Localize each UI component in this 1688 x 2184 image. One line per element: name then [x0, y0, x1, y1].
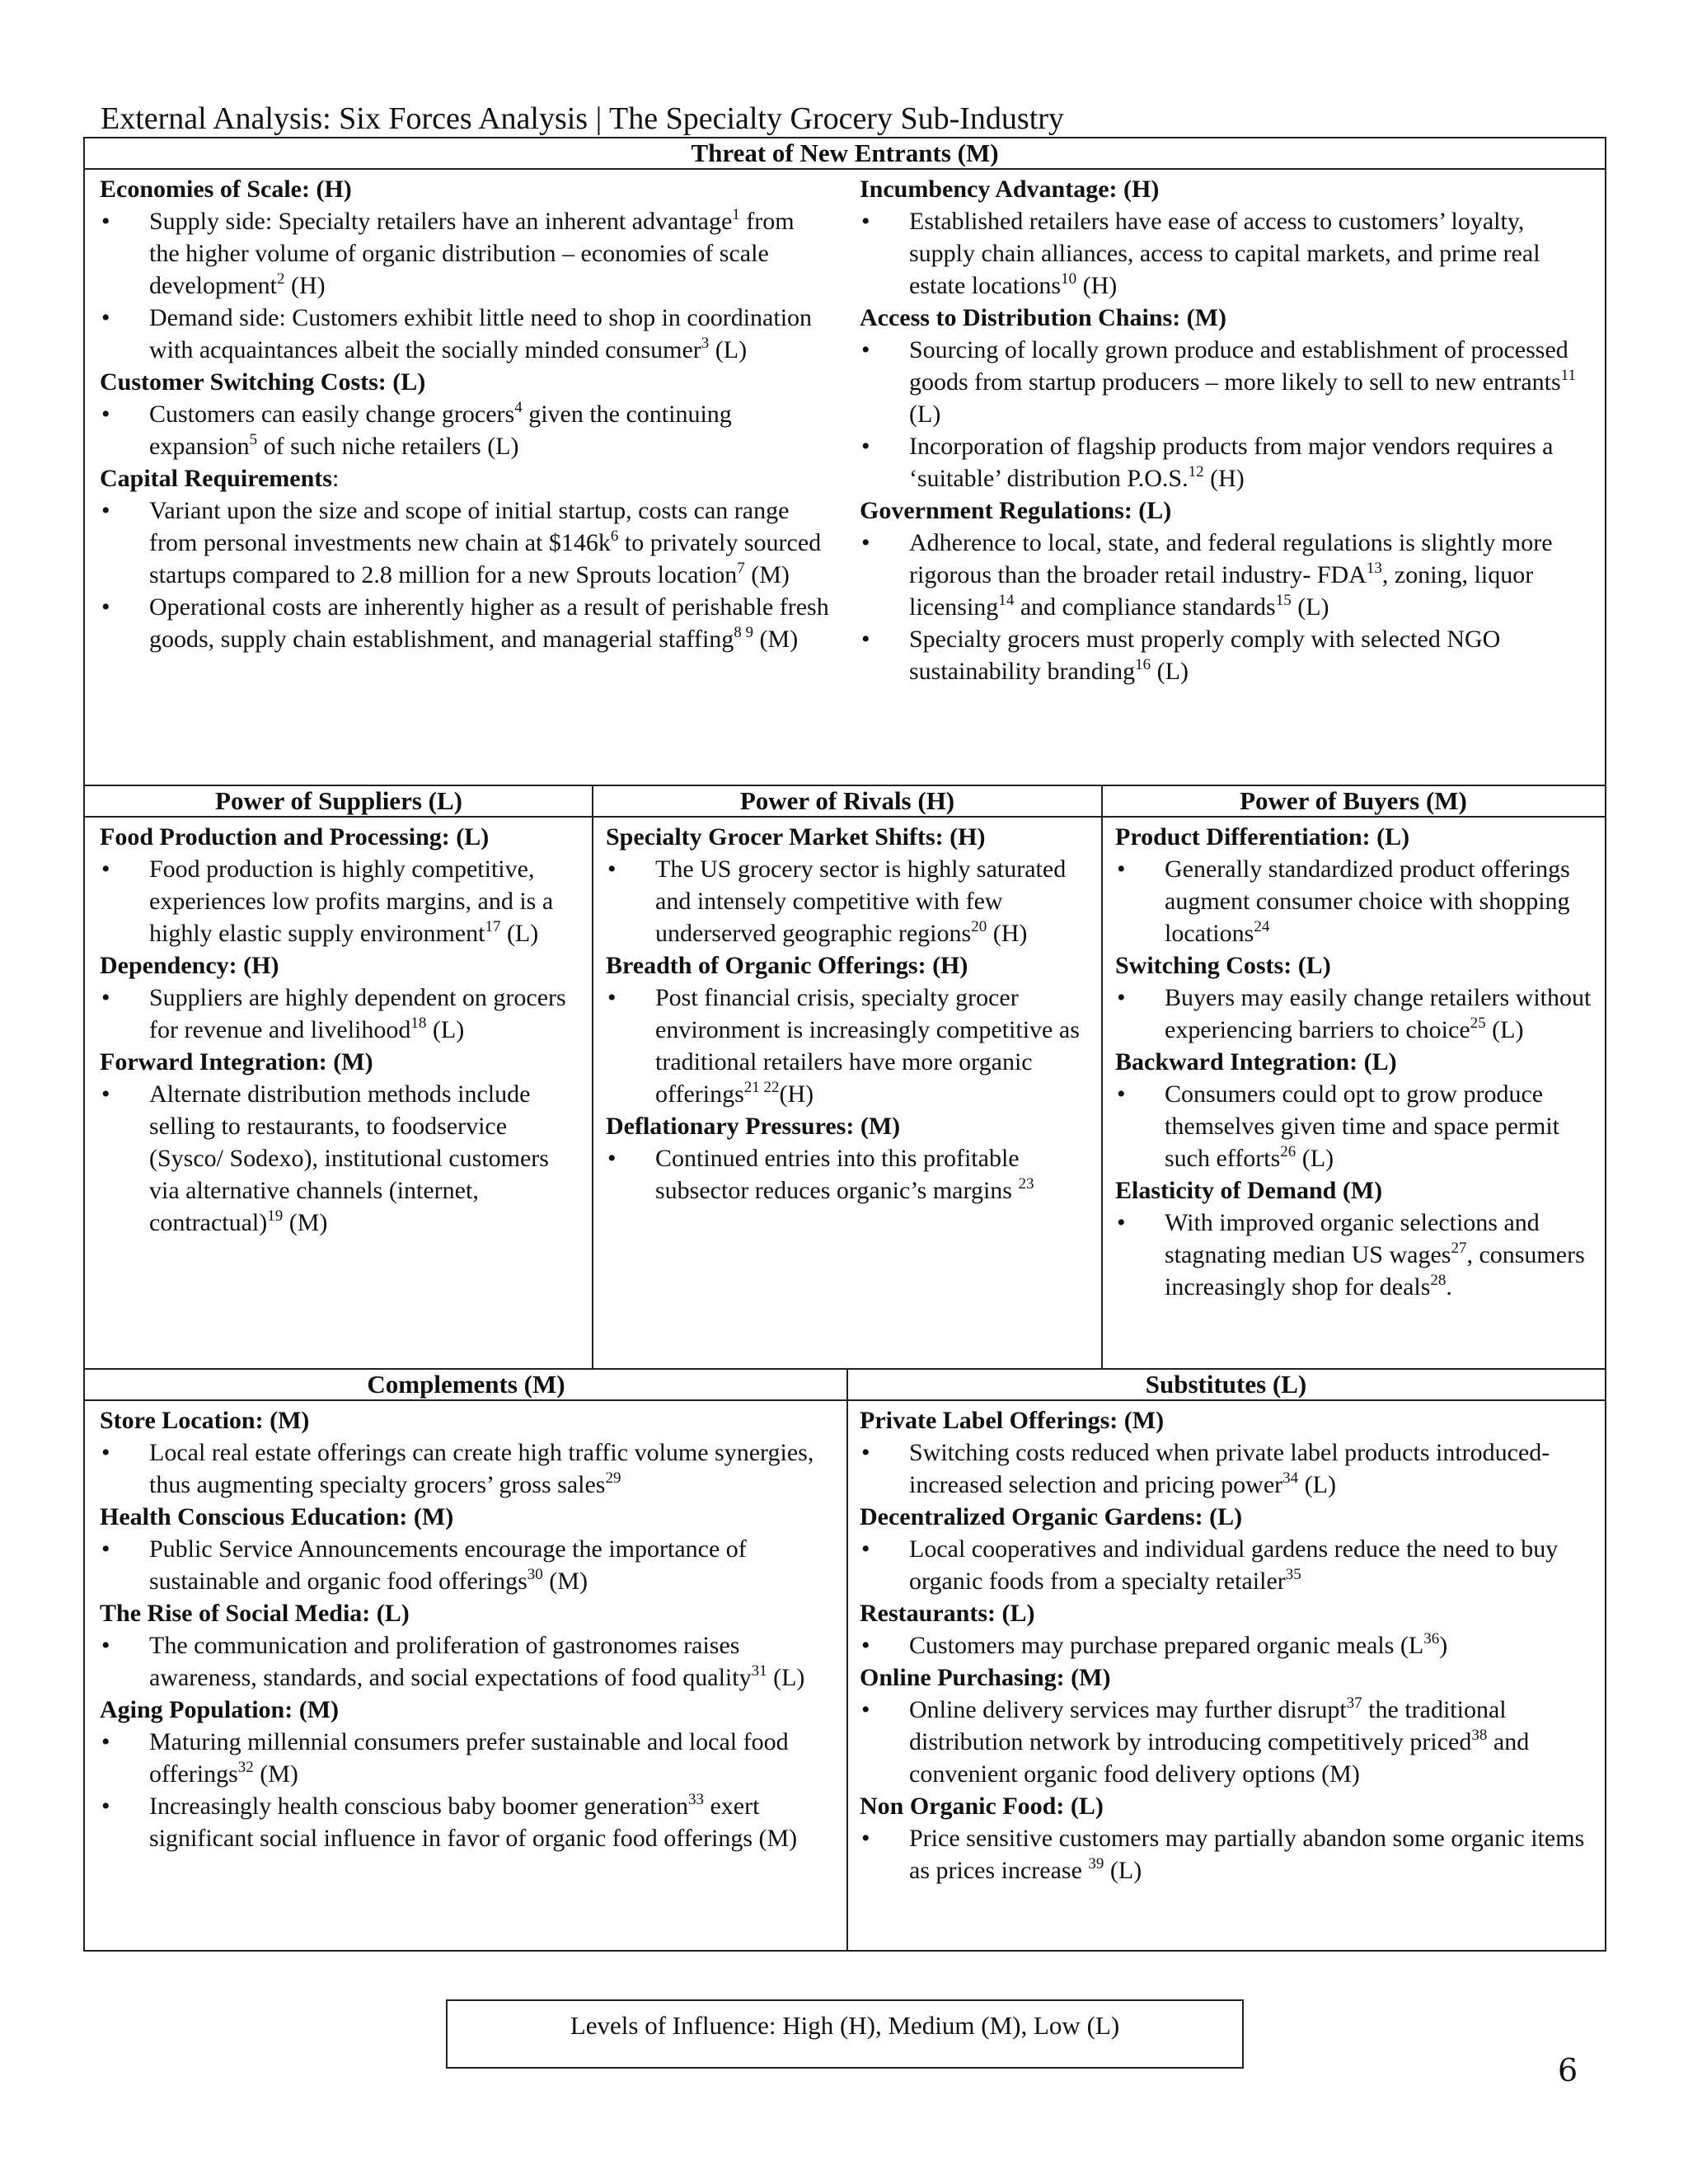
buyers-cell: [1115, 821, 1598, 1303]
bullet-item: [1115, 1207, 1598, 1303]
subheading: [100, 821, 584, 853]
footnote-ref: 29: [605, 1469, 621, 1487]
bullet-text: (H): [1203, 465, 1245, 492]
bullet-item: [606, 982, 1094, 1110]
bullet-text: Sourcing of locally grown produce and establishment of processed goods from startup producers – more likely to sell to new entrants: [909, 336, 1568, 396]
footnote-ref: 34: [1282, 1469, 1299, 1487]
bullet-list: [860, 1436, 1593, 1501]
bullet-text: (L): [1296, 1145, 1334, 1172]
bullet-list: [100, 1436, 837, 1501]
bullet-text: Adherence to local, state, and federal regulations is slightly more rigorous than the broader retail industry- FDA: [909, 529, 1553, 588]
bullet-text: Suppliers are highly dependent on grocers for revenue and livelihood: [149, 984, 566, 1043]
bullet-text: (L): [1104, 1857, 1142, 1884]
bullet-list: [100, 205, 830, 366]
bullet-text: (H): [779, 1080, 814, 1108]
bullet-list: [860, 205, 1593, 302]
bullet-list: [606, 853, 1094, 949]
bullet-list: [860, 527, 1593, 687]
bullet-text: Alternate distribution methods include selling to restaurants, to foodservice (Sysco/ Sodexo), institutional customers via alternative channels (internet, contractual): [149, 1080, 549, 1236]
footnote-ref: 28: [1430, 1272, 1447, 1289]
bullet-list: [860, 1822, 1593, 1886]
bullet-item: [1115, 1078, 1598, 1174]
footnote-ref: 38: [1471, 1727, 1488, 1744]
subheading: [100, 462, 830, 494]
subheading: [606, 821, 1094, 853]
bullet-text: Generally standardized product offerings augment consumer choice with shopping locations: [1165, 855, 1570, 947]
subheading-title: Elasticity of Demand (M): [1115, 1177, 1383, 1204]
footnote-ref: 30: [527, 1566, 543, 1583]
bullet-text: (L): [500, 920, 539, 947]
bullet-text: Online delivery services may further disrupt: [909, 1696, 1347, 1723]
subheading: [100, 1597, 837, 1629]
subheading-title: Decentralized Organic Gardens: (L): [860, 1503, 1243, 1530]
bullet-text: from the higher volume of organic distribution – economies of scale development: [149, 208, 795, 299]
bullet-item: [100, 494, 830, 591]
bullet-item: [100, 1436, 837, 1501]
bullet-text: Public Service Announcements encourage the importance of sustainable and organic food offerings: [149, 1535, 747, 1595]
bullet-text: (M): [753, 626, 799, 653]
bullet-item: [860, 334, 1593, 430]
bullet-item: [100, 1078, 584, 1239]
bullet-text: (L): [426, 1016, 465, 1043]
footnote-ref: 20: [971, 918, 987, 935]
subheading-title: Capital Requirements: [100, 465, 332, 492]
bullet-item: [100, 1533, 837, 1597]
footnote-ref: 3: [701, 335, 710, 352]
bullet-text: Food production is highly competitive, experiences low profits margins, and is a highly elastic supply environment: [149, 855, 554, 947]
bullet-list: [860, 1694, 1593, 1790]
footnote-ref: 39: [1088, 1855, 1104, 1872]
column-divider-1: [592, 786, 593, 1368]
bullet-item: [100, 591, 830, 655]
footnote-ref: 2: [276, 270, 285, 288]
bullet-text: and compliance standards: [1014, 593, 1276, 621]
column-divider-2: [1101, 786, 1103, 1368]
bullet-list: [860, 1533, 1593, 1597]
footnote-ref: 11: [1560, 367, 1576, 384]
footnote-ref: 1: [732, 206, 740, 223]
bullet-item: [860, 205, 1593, 302]
bullet-text: Consumers could opt to grow produce themselves given time and space permit such efforts: [1165, 1080, 1560, 1172]
footnote-ref: 16: [1135, 656, 1151, 673]
bullet-text: With improved organic selections and stagnating median US wages: [1165, 1209, 1540, 1268]
footnote-ref: 7: [737, 560, 745, 577]
subheading-title: Private Label Offerings: (M): [860, 1407, 1165, 1434]
subheading: [1115, 821, 1598, 853]
bullet-text: Customers can easily change grocers: [149, 401, 515, 428]
footnote-ref: 24: [1254, 918, 1270, 935]
subheading-title: Aging Population: (M): [100, 1696, 340, 1723]
bullet-text: Buyers may easily change retailers without experiencing barriers to choice: [1165, 984, 1592, 1043]
bullet-list: [860, 334, 1593, 494]
subheading: [860, 1661, 1593, 1694]
subheading: [100, 366, 830, 398]
bullet-text: Variant upon the size and scope of initial startup, costs can range from personal investments new chain at $146k: [149, 497, 790, 556]
bullet-item: [100, 205, 830, 302]
column-divider-3: [846, 1370, 848, 1950]
footnote-ref: 8 9: [734, 624, 754, 641]
bullet-text: and convenient organic food delivery options (M): [909, 1728, 1530, 1788]
bullet-item: [100, 982, 584, 1046]
subheading: [100, 1694, 837, 1726]
bullet-item: [100, 853, 584, 949]
complements-cell: [100, 1404, 837, 1854]
footnote-ref: 15: [1275, 592, 1292, 609]
subheading: [1115, 1046, 1598, 1078]
subheading-title: Online Purchasing: (M): [860, 1664, 1111, 1691]
bullet-text: (L): [909, 401, 941, 428]
subheading-title: Food Production and Processing: (L): [100, 823, 490, 851]
bullet-text: Established retailers have ease of access to customers’ loyalty, supply chain alliances, access to capital markets, and prime real estate locations: [909, 208, 1540, 299]
influence-legend: Levels of Influence: High (H), Medium (M), Low (L): [446, 1999, 1244, 2069]
footnote-ref: 33: [687, 1791, 704, 1808]
bullet-text: (L): [1151, 658, 1189, 685]
bullet-list: [1115, 853, 1598, 949]
subheading-title: Switching Costs: (L): [1115, 952, 1331, 979]
suppliers-cell: [100, 821, 584, 1239]
six-forces-table: [83, 137, 1606, 1952]
subheading-title: Breadth of Organic Offerings: (H): [606, 952, 968, 979]
bullet-text: Continued entries into this profitable subsector reduces organic’s margins: [655, 1145, 1020, 1204]
bullet-item: [860, 1436, 1593, 1501]
bullet-text: Demand side: Customers exhibit little need to shop in coordination with acquaintances albeit the socially minded consumer: [149, 304, 813, 363]
bullet-list: [606, 1142, 1094, 1207]
subheading: [606, 1110, 1094, 1142]
bullet-list: [100, 982, 584, 1046]
substitutes-cell: [860, 1404, 1593, 1886]
bullet-item: [606, 853, 1094, 949]
subheading: [860, 1404, 1593, 1436]
bullet-list: [100, 1726, 837, 1854]
bullet-text: to privately sourced startups compared to 2.8 million for a new Sprouts location: [149, 529, 822, 588]
rivals-cell: [606, 821, 1094, 1207]
bullet-list: [100, 1078, 584, 1239]
bullet-text: exert significant social influence in favor of organic food offerings (M): [149, 1793, 798, 1852]
bullet-text: (L): [1485, 1016, 1524, 1043]
subheading-title: Specialty Grocer Market Shifts: (H): [606, 823, 986, 851]
subheading-title: Non Organic Food: (L): [860, 1793, 1104, 1820]
page-title: External Analysis: Six Forces Analysis | The Specialty Grocery Sub-Industry: [101, 101, 1064, 136]
section-header-suppliers: Power of Suppliers (L): [85, 786, 593, 818]
subheading: [860, 173, 1593, 205]
section-header-buyers: Power of Buyers (M): [1102, 786, 1605, 818]
bullet-item: [860, 527, 1593, 623]
bullet-text: Operational costs are inherently higher as a result of perishable fresh goods, supply chain establishment, and managerial staffing: [149, 593, 829, 653]
bullet-list: [100, 398, 830, 462]
bullet-item: [100, 302, 830, 366]
bullet-text: the traditional distribution network by introducing competitively priced: [909, 1696, 1507, 1755]
footnote-ref: 12: [1188, 463, 1204, 480]
footnote-ref: 35: [1285, 1566, 1301, 1583]
footnote-ref: 27: [1451, 1240, 1467, 1257]
bullet-text: (L): [767, 1664, 805, 1691]
bullet-item: [1115, 982, 1598, 1046]
bullet-text: Specialty grocers must properly comply with selected NGO sustainability branding: [909, 626, 1501, 685]
bullet-list: [100, 1629, 837, 1694]
bullet-text: The US grocery sector is highly saturated and intensely competitive with few underserved geographic regions: [655, 855, 1067, 947]
bullet-text: Local real estate offerings can create high traffic volume synergies, thus augmenting specialty grocers’ gross sales: [149, 1439, 814, 1498]
subheading: [100, 1501, 837, 1533]
subheading-title: Product Differentiation: (L): [1115, 823, 1410, 851]
bullet-text: (M): [283, 1209, 328, 1236]
subheading-title: Customer Switching Costs: (L): [100, 368, 426, 396]
bullet-text: of such niche retailers (L): [257, 433, 519, 460]
bullet-list: [1115, 1078, 1598, 1174]
subheading-title: Government Regulations: (L): [860, 497, 1172, 524]
bullet-text: Price sensitive customers may partially abandon some organic items as prices increase: [909, 1825, 1585, 1884]
footnote-ref: 21 22: [743, 1079, 780, 1096]
bullet-text: , consumers increasingly shop for deals: [1165, 1241, 1585, 1301]
bullet-text: The communication and proliferation of gastronomes raises awareness, standards, and social expectations of food quality: [149, 1632, 752, 1691]
bullet-text: (M): [542, 1568, 588, 1595]
bullet-text: (L): [709, 336, 748, 363]
bullet-text: .: [1446, 1273, 1452, 1301]
bullet-item: [1115, 853, 1598, 949]
footnote-ref: 14: [998, 592, 1015, 609]
bullet-text: Supply side: Specialty retailers have an inherent advantage: [149, 208, 733, 235]
footnote-ref: 13: [1366, 560, 1382, 577]
footnote-ref: 17: [485, 918, 501, 935]
bullet-list: [1115, 1207, 1598, 1303]
bullet-text: (H): [1076, 272, 1118, 299]
subheading-title: Incumbency Advantage: (H): [860, 176, 1160, 203]
footnote-ref: 18: [410, 1015, 427, 1032]
section-header-rivals: Power of Rivals (H): [593, 786, 1102, 818]
footnote-ref: 10: [1061, 270, 1077, 288]
subheading: [606, 949, 1094, 982]
footnote-ref: 19: [267, 1207, 284, 1225]
bullet-text: ): [1439, 1632, 1448, 1659]
bullet-list: [100, 494, 830, 655]
footnote-ref: 32: [237, 1759, 254, 1776]
subheading: [860, 1597, 1593, 1629]
subheading-title: Access to Distribution Chains: (M): [860, 304, 1226, 331]
subheading-title: The Rise of Social Media: (L): [100, 1600, 410, 1627]
subheading-title: Restaurants: (L): [860, 1600, 1035, 1627]
subheading-title: Backward Integration: (L): [1115, 1048, 1397, 1076]
subheading-title: Deflationary Pressures: (M): [606, 1113, 901, 1140]
subheading: [100, 949, 584, 982]
bullet-text: , zoning, liquor licensing: [909, 561, 1534, 621]
bullet-text: Post financial crisis, specialty grocer environment is increasingly competitive as traditional retailers have more organic offerings: [655, 984, 1080, 1108]
subheading-title: Economies of Scale: (H): [100, 176, 352, 203]
subheading: [860, 302, 1593, 334]
page-number: 6: [1558, 2052, 1578, 2088]
bullet-list: [606, 982, 1094, 1110]
bullet-text: given the continuing expansion: [149, 401, 732, 460]
section-header-substitutes: Substitutes (L): [847, 1370, 1605, 1401]
subheading-title: Health Conscious Education: (M): [100, 1503, 454, 1530]
bullet-item: [606, 1142, 1094, 1207]
footnote-ref: 5: [249, 431, 258, 448]
footnote-ref: 31: [751, 1662, 767, 1680]
bullet-item: [860, 623, 1593, 687]
footnote-ref: 26: [1280, 1143, 1296, 1160]
bullet-item: [860, 1694, 1593, 1790]
subheading: [100, 173, 830, 205]
subheading: [860, 1790, 1593, 1822]
subheading: [860, 1501, 1593, 1533]
bullet-list: [1115, 982, 1598, 1046]
bullet-item: [860, 430, 1593, 494]
footnote-ref: 4: [514, 399, 523, 416]
bullet-text: (H): [284, 272, 326, 299]
bullet-text: Maturing millennial consumers prefer sustainable and local food offerings: [149, 1728, 789, 1788]
bullet-text: Increasingly health conscious baby boomer generation: [149, 1793, 688, 1820]
footnote-ref: 36: [1423, 1630, 1440, 1647]
bullet-text: (L): [1291, 593, 1329, 621]
subheading-suffix: :: [331, 465, 340, 492]
bullet-item: [100, 398, 830, 462]
bullet-item: [100, 1790, 837, 1854]
section-header-new-entrants: Threat of New Entrants (M): [85, 138, 1605, 170]
subheading-title: Forward Integration: (M): [100, 1048, 373, 1076]
subheading-title: Store Location: (M): [100, 1407, 310, 1434]
new-entrants-left-cell: [100, 173, 830, 655]
subheading-title: Dependency: (H): [100, 952, 279, 979]
bullet-text: Local cooperatives and individual gardens reduce the need to buy organic foods from a specialty retailer: [909, 1535, 1559, 1595]
new-entrants-right-cell: [860, 173, 1593, 687]
bullet-list: [860, 1629, 1593, 1661]
section-header-complements: Complements (M): [85, 1370, 847, 1401]
bullet-text: (M): [253, 1760, 298, 1788]
bullet-text: (M): [744, 561, 790, 588]
bullet-text: (L): [1298, 1471, 1336, 1498]
bullet-item: [100, 1726, 837, 1790]
subheading: [1115, 949, 1598, 982]
subheading: [100, 1404, 837, 1436]
footnote-ref: 23: [1018, 1175, 1034, 1193]
bullet-item: [860, 1822, 1593, 1886]
footnote-ref: 25: [1470, 1015, 1486, 1032]
bullet-text: Incorporation of flagship products from major vendors requires a ‘suitable’ distribution P.O.S.: [909, 433, 1554, 492]
bullet-item: [100, 1629, 837, 1694]
subheading: [1115, 1174, 1598, 1207]
bullet-text: Customers may purchase prepared organic meals (L: [909, 1632, 1424, 1659]
bullet-text: Switching costs reduced when private label products introduced- increased selection and pricing power: [909, 1439, 1550, 1498]
footnote-ref: 37: [1346, 1694, 1362, 1712]
bullet-item: [860, 1533, 1593, 1597]
bullet-text: (H): [987, 920, 1028, 947]
bullet-list: [100, 1533, 837, 1597]
bullet-list: [100, 853, 584, 949]
bullet-item: [860, 1629, 1593, 1661]
footnote-ref: 6: [610, 527, 619, 545]
subheading: [100, 1046, 584, 1078]
subheading: [860, 494, 1593, 527]
